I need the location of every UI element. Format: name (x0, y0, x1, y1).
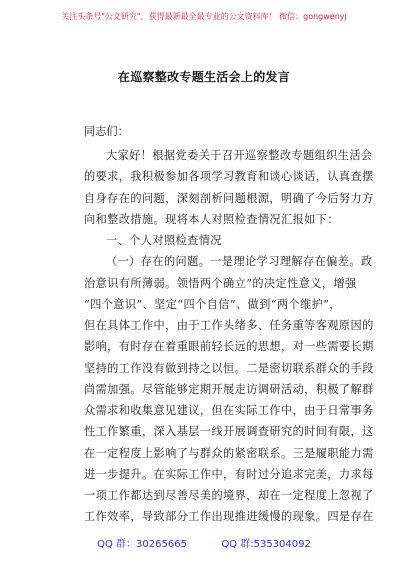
footer-qq-group-2: QQ 群:535304092 (221, 539, 311, 550)
body-line: 自身存在的问题，深刻剖析问题根源，明确了今后努力方 (84, 191, 374, 205)
footer-contact (0, 535, 408, 550)
body-line: 在一定程度上影响了与群众的紧密联系。三是履职能力需 (84, 446, 374, 460)
salutation: 同志们： (84, 125, 129, 138)
body-line: 向和整改措施。现将本人对照检查情况汇报如下： (84, 212, 339, 226)
body-line: 坚持的工作没有做到持之以恒。二是密切联系群众的手段 (84, 361, 374, 375)
body-line: 尚需加强。尽管能够定期开展走访调研活动，积极了解群 (84, 382, 374, 396)
footer-qq-group-1: QQ 群：30265665 (97, 539, 187, 550)
body-line: “四个意识”、坚定“四个自信”、做到“两个维护”， (84, 297, 341, 311)
body-line: 的要求，我积极参加各项学习教育和谈心谈话，认真查摆 (84, 170, 374, 184)
body-line: 治意识有所薄弱。领悟两个确立”的决定性意义，增强 (84, 276, 357, 290)
body-line: 性工作繁重，深入基层一线开展调查研究的时间有限，这 (84, 425, 374, 439)
body-line: 一项工作都达到尽善尽美的境界，却在一定程度上忽视了 (84, 489, 374, 502)
body-line: 大家好！根据党委关于召开巡察整改专题组织生活会 (106, 149, 373, 162)
body-line: 但在具体工作中，由于工作头绪多、任务重等客观原因的 (84, 319, 374, 332)
document-title: 在巡察整改专题生活会上的发言 (117, 70, 291, 84)
body-line: 众需求和收集意见建议，但在实际工作中，由于日常事务 (84, 404, 374, 417)
body-line: 工作效率，导致部分工作出现推进缓慢的现象。四是存在 (84, 510, 374, 524)
body-line: （一）存在的问题。一是理论学习理解存在偏差。政 (106, 255, 373, 269)
body-line: 影响，有时存在着重眼前轻长远的思想，对一些需要长期 (84, 340, 374, 354)
header-promo-note: 关注头条号"公文研究"，获得最新最全最专业的公文资料库！ 微信：gongwenyj (61, 12, 347, 21)
body-line: 进一步提升。在实际工作中，有时过分追求完美，力求每 (84, 467, 374, 481)
document-body (84, 145, 374, 528)
section-heading: 一、个人对照检查情况 (106, 234, 222, 247)
